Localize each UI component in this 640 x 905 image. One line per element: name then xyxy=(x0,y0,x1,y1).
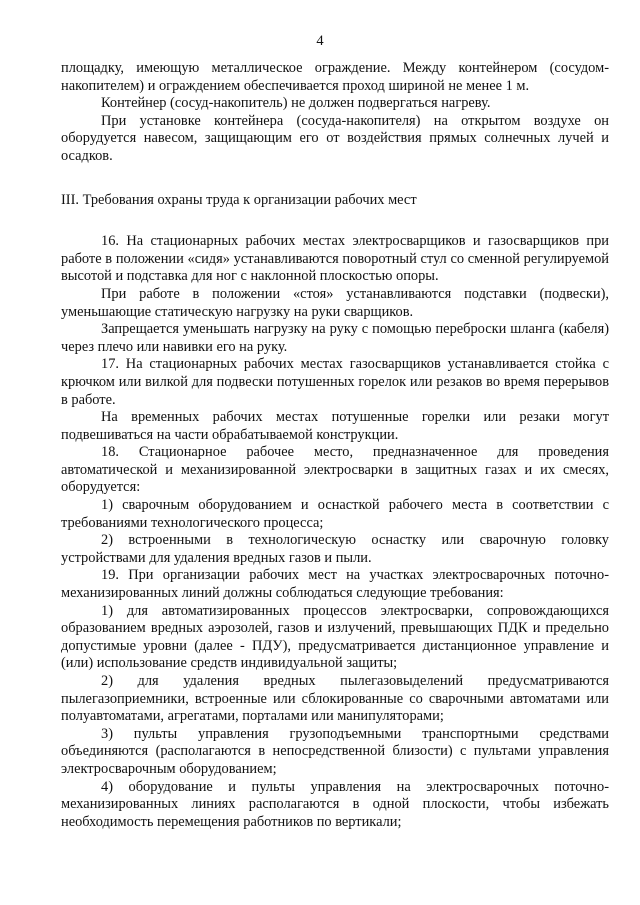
list-item: 2) встроенными в технологическую оснастку или сварочную головку устройствами для удаления вредных газов и пыли. xyxy=(61,532,609,566)
paragraph: 16. На стационарных рабочих местах электросварщиков и газосварщиков при работе в положении «сидя» устанавливаются поворотный стул со сменной регулируемой высотой и подставка для ног с наклонной плоскостью опоры. xyxy=(61,233,609,285)
list-item: 1) сварочным оборудованием и оснасткой рабочего места в соответствии с требованиями технологического процесса; xyxy=(61,497,609,531)
list-item: 1) для автоматизированных процессов электросварки, сопровождающихся образованием вредных аэрозолей, газов и излучений, превышающих ПДК и предельно допустимые уровни (далее - ПДУ), предусматривается дистанционное управление и (или) использование средств индивидуальной защиты; xyxy=(61,602,609,672)
paragraph: На временных рабочих местах потушенные горелки или резаки могут подвешиваться на части обрабатываемой конструкции. xyxy=(61,409,609,443)
page-body xyxy=(61,60,609,831)
list-item: 3) пульты управления грузоподъемными транспортными средствами объединяются (располагаются в непосредственной близости) с пультами управления электросварочным оборудованием; xyxy=(61,725,609,777)
paragraph: 17. На стационарных рабочих местах газосварщиков устанавливается стойка с крючком или вилкой для подвески потушенных горелок или резаков во время перерывов в работе. xyxy=(61,356,609,408)
paragraph: Контейнер (сосуд-накопитель) не должен подвергаться нагреву. xyxy=(101,95,491,112)
list-item: 4) оборудование и пульты управления на электросварочных поточно-механизированных линиях располагаются в одной плоскости, чтобы избежать необходимость перемещения работников по вертикали; xyxy=(61,778,609,830)
paragraph: 18. Стационарное рабочее место, предназначенное для проведения автоматической и механизированной электросварки в защитных газах и их смесях, оборудуется: xyxy=(61,444,609,496)
paragraph: площадку, имеющую металлическое ограждение. Между контейнером (сосудом-накопителем) и ограждением обеспечивается проход шириной не менее 1 м. xyxy=(61,60,609,94)
list-item: 2) для удаления вредных пылегазовыделений предусматриваются пылегазоприемники, встроенные или сблокированные со сварочными автоматами или полуавтоматами, агрегатами, порталами или манипуляторами; xyxy=(61,673,609,725)
paragraph: Запрещается уменьшать нагрузку на руку с помощью переброски шланга (кабеля) через плечо или навивки его на руку. xyxy=(61,321,609,355)
paragraph: При установке контейнера (сосуда-накопителя) на открытом воздухе он оборудуется навесом, защищающим его от воздействия прямых солнечных лучей и осадков. xyxy=(61,112,609,164)
section-heading: III. Требования охраны труда к организации рабочих мест xyxy=(61,191,417,208)
page-number: 4 xyxy=(316,33,324,49)
paragraph: 19. При организации рабочих мест на участках электросварочных поточно-механизированных линий должны соблюдаться следующие требования: xyxy=(61,567,609,602)
paragraph: При работе в положении «стоя» устанавливаются подставки (подвески), уменьшающие статическую нагрузку на руки сварщиков. xyxy=(61,285,609,320)
